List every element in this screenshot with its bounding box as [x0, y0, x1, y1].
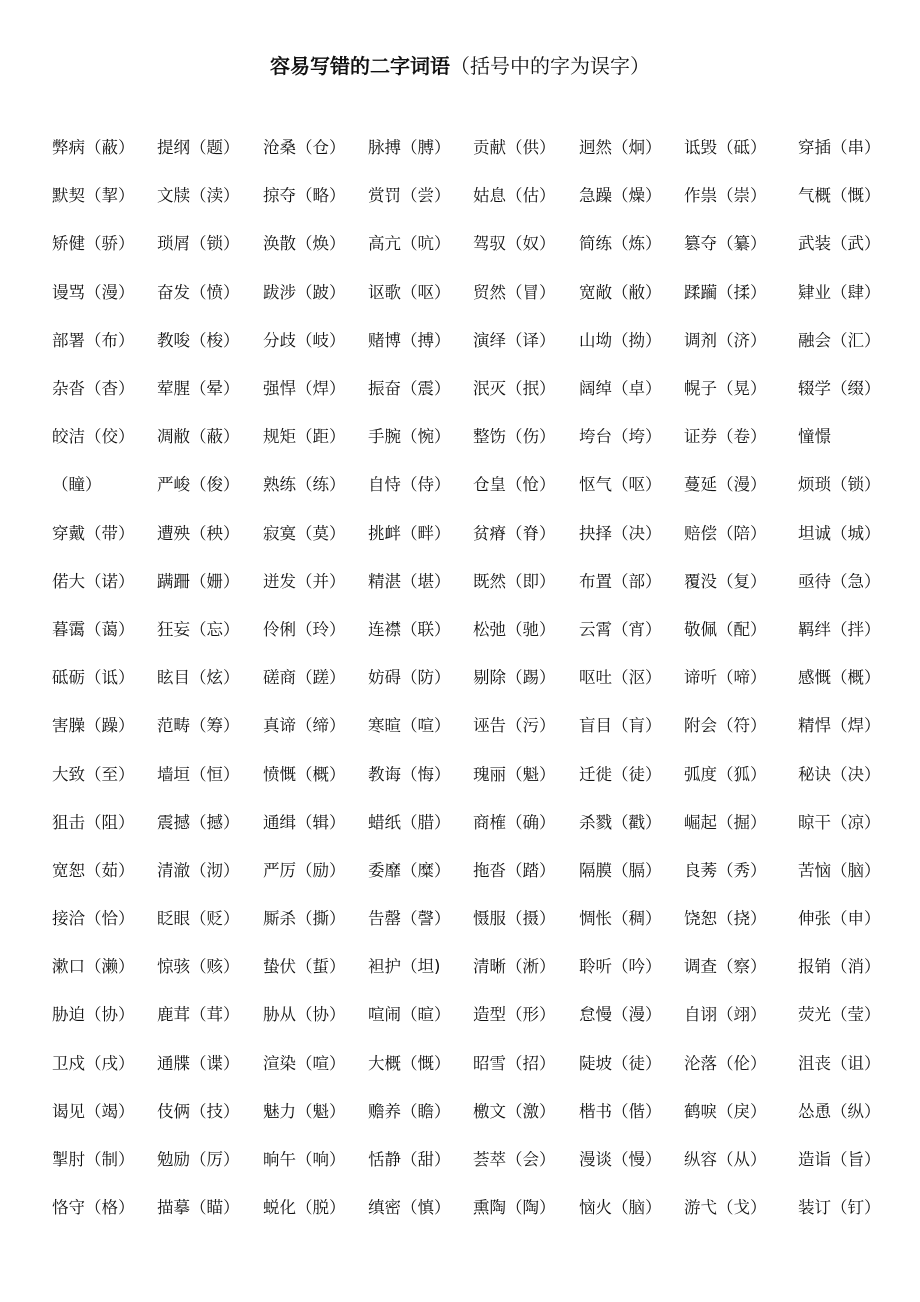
word-entry: 描摹（瞄）	[157, 1198, 240, 1218]
text-line	[52, 556, 882, 604]
word-entry: 墙垣（恒）	[157, 764, 240, 784]
word-entry: 羁绊（拌）	[798, 619, 881, 639]
word-entry: 赌博（搏）	[368, 330, 451, 350]
word-entry: 怠慢（漫）	[579, 1005, 662, 1025]
word-entry: 昭雪（招）	[473, 1053, 556, 1073]
word-entry: 演绎（译）	[473, 330, 556, 350]
word-entry: 气概（慨）	[798, 186, 881, 206]
word-entry: 赔偿（陪）	[684, 523, 767, 543]
word-entry: 饶恕（挠）	[684, 909, 767, 929]
word-entry: 穿戴（带）	[52, 523, 135, 543]
word-entry: 聆听（吟）	[579, 957, 662, 977]
word-entry: 掣肘（制）	[52, 1150, 135, 1170]
title-main: 容易写错的二字词语	[270, 54, 450, 78]
word-entry: 谛听（啼）	[684, 668, 767, 688]
word-entry: 荤腥（晕）	[157, 379, 240, 399]
word-entry: 证券（卷）	[684, 427, 767, 447]
word-entry: 云霄（宵）	[579, 619, 662, 639]
word-entry: 磋商（蹉）	[263, 668, 346, 688]
word-entry: 寂寞（莫）	[263, 523, 346, 543]
word-entry: 杂沓（杳）	[52, 379, 135, 399]
word-entry: 呕吐（沤）	[579, 668, 662, 688]
word-entry: 挑衅（畔）	[368, 523, 451, 543]
word-entry: 附会（符）	[684, 716, 767, 736]
word-entry: 贫瘠（脊）	[473, 523, 556, 543]
word-entry: 眩目（炫）	[157, 668, 240, 688]
word-entry: 拖沓（踏）	[473, 860, 556, 880]
word-entry: 姑息（估）	[473, 186, 556, 206]
word-entry: 狂妄（忘）	[157, 619, 240, 639]
word-entry: 苦恼（脑）	[798, 860, 881, 880]
word-entry: 教诲（悔）	[368, 764, 451, 784]
word-entry: 卫戍（戌）	[52, 1053, 135, 1073]
word-entry: 跋涉（跛）	[263, 282, 346, 302]
word-entry: 杀戮（戳）	[579, 812, 662, 832]
text-line	[52, 893, 882, 941]
word-entry: 慑服（摄）	[473, 909, 556, 929]
word-entry: 偌大（诺）	[52, 571, 135, 591]
word-entry: 鹿茸（茸）	[157, 1005, 240, 1025]
word-entry: 沮丧（诅）	[798, 1053, 881, 1073]
word-list	[52, 122, 882, 1230]
word-entry: 熟练（练）	[263, 475, 346, 495]
text-line	[52, 122, 882, 170]
word-entry: 恬静（甜）	[368, 1150, 451, 1170]
word-entry: 鹤唳（戾）	[684, 1101, 767, 1121]
text-line	[52, 748, 882, 796]
word-entry: 委靡（糜）	[368, 860, 451, 880]
word-entry: 暮霭（蔼）	[52, 619, 135, 639]
text-line	[52, 1134, 882, 1182]
word-entry: 愤慨（概）	[263, 764, 346, 784]
word-entry: 胁迫（协）	[52, 1005, 135, 1025]
word-entry: 连襟（联）	[368, 619, 451, 639]
word-entry: 大致（至）	[52, 764, 135, 784]
text-line	[52, 652, 882, 700]
text-line	[52, 845, 882, 893]
word-entry: 谒见（竭）	[52, 1101, 135, 1121]
word-entry: 秘诀（决）	[798, 764, 881, 784]
word-entry: 布置（部）	[579, 571, 662, 591]
word-entry: 范畴（筹）	[157, 716, 240, 736]
word-entry: 手腕（惋）	[368, 427, 451, 447]
word-entry: 提纲（题）	[157, 138, 240, 158]
word-entry: 喧闹（暄）	[368, 1005, 451, 1025]
word-entry: 强悍（焊）	[263, 379, 346, 399]
word-entry: 弊病（蔽）	[52, 138, 135, 158]
word-entry: 高亢（吭）	[368, 234, 451, 254]
word-entry: 掠夺（略）	[263, 186, 346, 206]
text-line	[52, 411, 882, 459]
word-entry: 烦琐（锁）	[798, 475, 881, 495]
word-entry: 檄文（激）	[473, 1101, 556, 1121]
word-entry: 谩骂（漫）	[52, 282, 135, 302]
word-entry: 贡献（供）	[473, 138, 556, 158]
word-entry: 剔除（踢）	[473, 668, 556, 688]
word-entry: 蹂躏（揉）	[684, 282, 767, 302]
word-entry: 晾干（凉）	[798, 812, 881, 832]
word-entry: 坦诚（城）	[798, 523, 881, 543]
word-entry: 伎俩（技）	[157, 1101, 240, 1121]
word-entry: 辍学（缀）	[798, 379, 881, 399]
word-entry: 自恃（侍）	[368, 475, 451, 495]
word-entry: 伶俐（玲）	[263, 619, 346, 639]
word-entry: 狙击（阻）	[52, 812, 135, 832]
word-entry: 敬佩（配）	[684, 619, 767, 639]
word-entry: 漫谈（慢）	[579, 1150, 662, 1170]
word-entry: 大概（慨）	[368, 1053, 451, 1073]
word-entry: 凋敝（蔽）	[157, 427, 240, 447]
word-entry: 寒暄（喧）	[368, 716, 451, 736]
word-entry: 纵容（从）	[684, 1150, 767, 1170]
word-entry: 弧度（狐）	[684, 764, 767, 784]
word-entry: （瞳）	[52, 475, 102, 495]
word-entry: 接洽（恰）	[52, 909, 135, 929]
word-entry: 造诣（旨）	[798, 1150, 881, 1170]
word-entry: 迸发（并）	[263, 571, 346, 591]
word-entry: 怄气（呕）	[579, 475, 662, 495]
word-entry: 崛起（掘）	[684, 812, 767, 832]
word-entry: 商榷（确）	[473, 812, 556, 832]
text-line	[52, 170, 882, 218]
word-entry: 蹒跚（姗）	[157, 571, 240, 591]
word-entry: 渲染（喧）	[263, 1053, 346, 1073]
text-line	[52, 1182, 882, 1230]
word-entry: 泯灭（抿）	[473, 379, 556, 399]
word-entry: 清澈（沏）	[157, 860, 240, 880]
word-entry: 默契（挈）	[52, 186, 135, 206]
word-entry: 通缉（辑）	[263, 812, 346, 832]
word-entry: 规矩（距）	[263, 427, 346, 447]
word-entry: 宽敞（敝）	[579, 282, 662, 302]
word-entry: 整饬（伤）	[473, 427, 556, 447]
word-entry: 蜕化（脱）	[263, 1198, 346, 1218]
word-entry: 伸张（申）	[798, 909, 881, 929]
word-entry: 肄业（肆）	[798, 282, 881, 302]
word-entry: 游弋（戈）	[684, 1198, 767, 1218]
text-line	[52, 989, 882, 1037]
word-entry: 报销（消）	[798, 957, 881, 977]
document-title	[0, 52, 920, 80]
word-entry: 调剂（济）	[684, 330, 767, 350]
text-line	[52, 941, 882, 989]
word-entry: 迥然（炯）	[579, 138, 662, 158]
text-line	[52, 1086, 882, 1134]
word-entry: 迁徙（徒）	[579, 764, 662, 784]
word-entry: 篡夺（纂）	[684, 234, 767, 254]
word-entry: 荟萃（会）	[473, 1150, 556, 1170]
word-entry: 皎洁（佼）	[52, 427, 135, 447]
word-entry: 沦落（伦）	[684, 1053, 767, 1073]
word-entry: 诬告（污）	[473, 716, 556, 736]
word-entry: 既然（即）	[473, 571, 556, 591]
word-entry: 部署（布）	[52, 330, 135, 350]
word-entry: 造型（形）	[473, 1005, 556, 1025]
word-entry: 蜡纸（腊）	[368, 812, 451, 832]
word-entry: 晌午（响）	[263, 1150, 346, 1170]
word-entry: 盲目（肓）	[579, 716, 662, 736]
word-entry: 矫健（骄）	[52, 234, 135, 254]
word-entry: 简练（炼）	[579, 234, 662, 254]
word-entry: 瑰丽（魁）	[473, 764, 556, 784]
word-entry: 妨碍（防）	[368, 668, 451, 688]
word-entry: 真谛（缔）	[263, 716, 346, 736]
word-entry: 仓皇（怆）	[473, 475, 556, 495]
word-entry: 怂恿（纵）	[798, 1101, 881, 1121]
word-entry: 感慨（概）	[798, 668, 881, 688]
word-entry: 穿插（串）	[798, 138, 881, 158]
word-entry: 琐屑（锁）	[157, 234, 240, 254]
word-entry: 诋毁（砥）	[684, 138, 767, 158]
word-entry: 幌子（晃）	[684, 379, 767, 399]
word-entry: 教唆（梭）	[157, 330, 240, 350]
word-entry: 阔绰（卓）	[579, 379, 662, 399]
word-entry: 严峻（俊）	[157, 475, 240, 495]
word-entry: 漱口（濑）	[52, 957, 135, 977]
word-entry: 熏陶（陶）	[473, 1198, 556, 1218]
text-line	[52, 1038, 882, 1086]
word-entry: 亟待（急）	[798, 571, 881, 591]
text-line	[52, 315, 882, 363]
word-entry: 隔膜（膈）	[579, 860, 662, 880]
word-entry: 抉择（决）	[579, 523, 662, 543]
word-entry: 松弛（驰）	[473, 619, 556, 639]
word-entry: 驾驭（奴）	[473, 234, 556, 254]
word-entry: 陡坡（徒）	[579, 1053, 662, 1073]
word-entry: 袒护（坦)	[368, 957, 441, 977]
word-entry: 通牒（谍）	[157, 1053, 240, 1073]
word-entry: 惆怅（稠）	[579, 909, 662, 929]
word-entry: 荧光（莹）	[798, 1005, 881, 1025]
word-entry: 良莠（秀）	[684, 860, 767, 880]
text-line	[52, 797, 882, 845]
word-entry: 精悍（焊）	[798, 716, 881, 736]
word-entry: 振奋（震）	[368, 379, 451, 399]
word-entry: 告罄（謦）	[368, 909, 451, 929]
word-entry: 遭殃（秧）	[157, 523, 240, 543]
word-entry: 严厉（励）	[263, 860, 346, 880]
word-entry: 清晰（淅）	[473, 957, 556, 977]
word-entry: 装订（钉）	[798, 1198, 881, 1218]
title-note: （括号中的字为误字）	[450, 54, 650, 78]
word-entry: 自诩（翊）	[684, 1005, 767, 1025]
word-entry: 缜密（慎）	[368, 1198, 451, 1218]
word-entry: 楷书（偕）	[579, 1101, 662, 1121]
word-entry: 覆没（复）	[684, 571, 767, 591]
word-entry: 武装（武）	[798, 234, 881, 254]
word-entry: 砥砺（诋）	[52, 668, 135, 688]
word-entry: 宽恕（茹）	[52, 860, 135, 880]
word-entry: 胁从（协）	[263, 1005, 346, 1025]
word-entry: 讴歌（呕）	[368, 282, 451, 302]
word-entry: 文牍（渎）	[157, 186, 240, 206]
word-entry: 奋发（愤）	[157, 282, 240, 302]
word-entry: 赡养（瞻）	[368, 1101, 451, 1121]
word-entry: 恪守（格）	[52, 1198, 135, 1218]
word-entry: 恼火（脑）	[579, 1198, 662, 1218]
text-line	[52, 218, 882, 266]
word-entry: 憧憬	[798, 427, 831, 447]
word-entry: 勉励（厉）	[157, 1150, 240, 1170]
word-entry: 山坳（拗）	[579, 330, 662, 350]
word-entry: 惊骇（赅）	[157, 957, 240, 977]
word-entry: 急躁（燥）	[579, 186, 662, 206]
word-entry: 害臊（躁）	[52, 716, 135, 736]
word-entry: 厮杀（撕）	[263, 909, 346, 929]
word-entry: 贸然（冒）	[473, 282, 556, 302]
word-entry: 精湛（堪）	[368, 571, 451, 591]
word-entry: 涣散（焕）	[263, 234, 346, 254]
word-entry: 脉搏（膊）	[368, 138, 451, 158]
word-entry: 融会（汇）	[798, 330, 881, 350]
text-line	[52, 604, 882, 652]
text-line	[52, 700, 882, 748]
word-entry: 赏罚（尝）	[368, 186, 451, 206]
text-line	[52, 363, 882, 411]
word-entry: 眨眼（贬）	[157, 909, 240, 929]
text-line	[52, 267, 882, 315]
word-entry: 魅力（魁）	[263, 1101, 346, 1121]
word-entry: 分歧（岐）	[263, 330, 346, 350]
word-entry: 调查（察）	[684, 957, 767, 977]
word-entry: 蛰伏（蜇）	[263, 957, 346, 977]
word-entry: 蔓延（漫）	[684, 475, 767, 495]
word-entry: 垮台（垮）	[579, 427, 662, 447]
text-line	[52, 459, 882, 507]
text-line	[52, 508, 882, 556]
word-entry: 震撼（撼）	[157, 812, 240, 832]
word-entry: 作祟（崇）	[684, 186, 767, 206]
word-entry: 沧桑（仓）	[263, 138, 346, 158]
